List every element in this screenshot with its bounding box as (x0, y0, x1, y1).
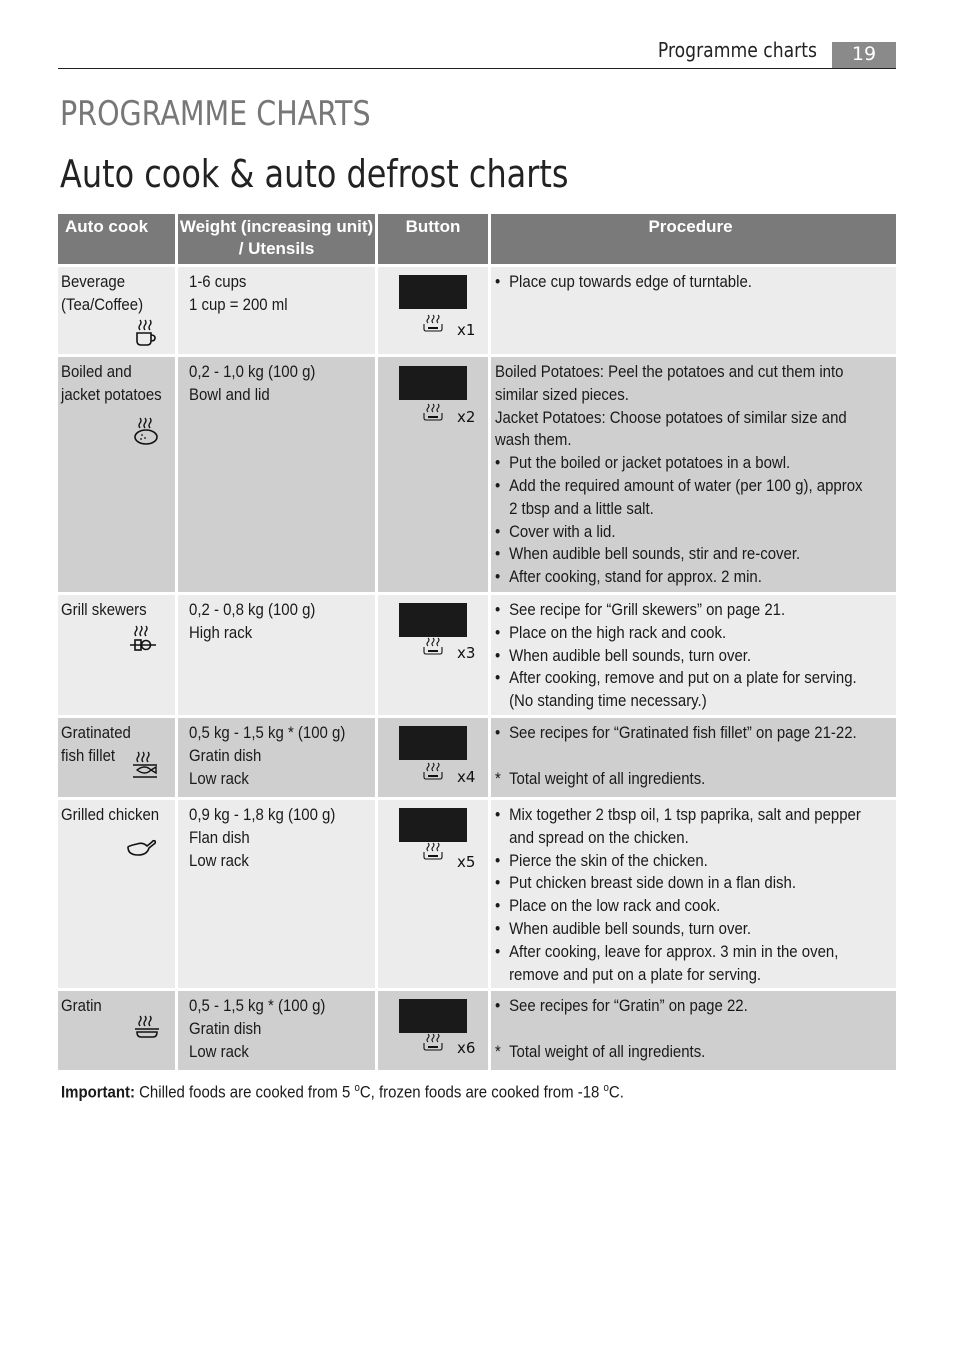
chicken-icon (126, 837, 156, 872)
procedure-note (495, 768, 843, 791)
bullet-marker: • (495, 475, 501, 495)
bullet-marker: • (495, 622, 501, 642)
asterisk-marker: * (495, 1041, 501, 1061)
procedure-cell (491, 595, 896, 715)
procedure-bullet (495, 475, 863, 498)
procedure-step-text: Put the boiled or jacket potatoes in a bowl. (509, 453, 791, 473)
weight-text: Low rack (189, 1041, 249, 1061)
bullet-marker: • (495, 805, 501, 824)
auto-icon (423, 1033, 443, 1051)
press-count: x4 (457, 768, 476, 786)
procedure-bullet (495, 622, 843, 645)
procedure-bullet (495, 804, 861, 827)
auto-icon (423, 637, 443, 655)
weight-cell (178, 991, 375, 1070)
table-row (58, 800, 896, 988)
weight-text: 0,5 kg - 1,5 kg * (100 g) (189, 723, 346, 742)
procedure-step-text: Add the required amount of water (per 100 g), approx (509, 475, 863, 495)
bullet-marker: • (495, 567, 501, 587)
auto-cook-button (399, 603, 467, 637)
table-row (58, 357, 896, 592)
auto-cook-cell (58, 991, 175, 1070)
page-title: Auto cook & auto defrost charts (60, 152, 569, 196)
procedure-bullet (495, 667, 857, 690)
weight-text: Bowl and lid (189, 384, 270, 404)
degree-symbol: o (603, 1082, 609, 1094)
weight-text: 1-6 cups (189, 272, 247, 291)
procedure-bullet (495, 895, 843, 918)
procedure-text: Jacket Potatoes: Choose potatoes of similar size and (495, 407, 847, 427)
header-rule (58, 68, 896, 69)
press-count: x2 (457, 408, 476, 426)
auto-cook-cell (58, 267, 175, 354)
procedure-step-text: See recipe for “Grill skewers” on page 21. (509, 600, 786, 619)
auto-icon (423, 314, 443, 332)
footnote-text: Chilled foods are cooked from 5 (134, 1082, 355, 1102)
programme-name: Grill skewers (61, 600, 147, 619)
procedure-text: similar sized pieces. (495, 384, 629, 404)
procedure-step-text: Place on the high rack and cook. (509, 622, 727, 642)
weight-text: 1 cup = 200 ml (189, 294, 288, 314)
programme-name: Grilled chicken (61, 805, 160, 824)
procedure-cell (491, 357, 896, 592)
procedure-step-text: Place on the low rack and cook. (509, 896, 721, 916)
weight-cell (178, 357, 375, 592)
procedure-bullet (495, 543, 843, 566)
degree-symbol: o (354, 1082, 360, 1094)
button-cell (378, 267, 488, 354)
programme-name: Gratin (61, 996, 102, 1015)
bullet-marker: • (495, 850, 501, 870)
weight-text: 0,5 - 1,5 kg * (100 g) (189, 996, 326, 1015)
footnote-text: C. (608, 1082, 624, 1102)
procedure-bullet (495, 918, 843, 941)
section-title: PROGRAMME CHARTS (60, 94, 371, 134)
weight-text: High rack (189, 622, 253, 642)
programme-name: fish fillet (61, 745, 116, 765)
procedure-step-text: remove and put on a plate for serving. (509, 964, 762, 984)
procedure-cell (491, 800, 896, 988)
procedure-step-text: See recipes for “Gratin” on page 22. (509, 996, 748, 1015)
procedure-step-text: (No standing time necessary.) (509, 691, 707, 711)
bullet-marker: • (495, 600, 501, 619)
procedure-step-text: When audible bell sounds, turn over. (509, 645, 752, 665)
procedure-step-text: When audible bell sounds, turn over. (509, 918, 752, 938)
procedure-bullet (495, 872, 843, 895)
procedure-step-text: When audible bell sounds, stir and re-cover. (509, 544, 801, 564)
procedure-step-text: Pierce the skin of the chicken. (509, 850, 708, 870)
weight-text: 0,2 - 1,0 kg (100 g) (189, 362, 316, 381)
programme-name: Gratinated (61, 723, 131, 742)
weight-cell (178, 800, 375, 988)
important-footnote (61, 1082, 624, 1103)
bullet-marker: • (495, 918, 501, 938)
column-header: Auto cook (58, 214, 175, 264)
column-header: Button (378, 214, 488, 264)
procedure-bullet (495, 599, 843, 622)
bullet-marker: • (495, 996, 501, 1015)
auto-cook-cell (58, 595, 175, 715)
bullet-marker: • (495, 544, 501, 564)
bullet-marker: • (495, 941, 501, 961)
weight-text: 0,9 kg - 1,8 kg (100 g) (189, 805, 336, 824)
press-count: x6 (457, 1039, 476, 1057)
procedure-bullet (495, 645, 843, 668)
programme-name: jacket potatoes (61, 384, 162, 404)
potato-icon (134, 417, 164, 452)
asterisk-marker: * (495, 768, 501, 788)
auto-icon (423, 762, 443, 780)
bullet-marker: • (495, 668, 501, 688)
press-count: x1 (457, 321, 476, 339)
procedure-step-text: Mix together 2 tbsp oil, 1 tsp paprika, salt and pepper (509, 805, 861, 824)
press-count: x3 (457, 644, 476, 662)
weight-text: Flan dish (189, 827, 250, 847)
bullet-marker: • (495, 521, 501, 541)
procedure-bullet (495, 452, 843, 475)
auto-cook-button (399, 275, 467, 309)
procedure-bullet (495, 271, 843, 294)
fish-dish-icon (132, 751, 162, 786)
footnote-text: C, frozen foods are cooked from -18 (359, 1082, 604, 1102)
procedure-step-text: Cover with a lid. (509, 521, 616, 541)
button-cell (378, 595, 488, 715)
weight-text: Gratin dish (189, 745, 262, 765)
procedure-step-text: Put chicken breast side down in a flan dish. (509, 873, 796, 893)
procedure-bullet (495, 521, 843, 544)
table-row (58, 718, 896, 797)
auto-cook-cell (58, 800, 175, 988)
procedure-step-text: See recipes for “Gratinated fish fillet” on page 21-22. (509, 723, 857, 742)
auto-cook-cell (58, 718, 175, 797)
auto-cook-button (399, 808, 467, 842)
weight-text: 0,2 - 0,8 kg (100 g) (189, 600, 316, 619)
programme-name: Beverage (61, 272, 126, 291)
weight-text: Gratin dish (189, 1018, 262, 1038)
procedure-step-text: Total weight of all ingredients. (509, 768, 706, 788)
press-count: x5 (457, 853, 476, 871)
procedure-step-text: 2 tbsp and a little salt. (509, 498, 654, 518)
procedure-cell (491, 718, 896, 797)
auto-cook-cell (58, 357, 175, 592)
weight-cell (178, 267, 375, 354)
button-cell (378, 800, 488, 988)
button-cell (378, 718, 488, 797)
important-label: Important: (61, 1082, 135, 1102)
procedure-step-text: and spread on the chicken. (509, 827, 689, 847)
auto-icon (423, 842, 443, 860)
auto-cook-button (399, 366, 467, 400)
page-number: 19 (832, 42, 896, 68)
skewer-icon (130, 625, 160, 660)
column-header: Weight (increasing unit) / Utensils (178, 214, 375, 264)
table-row (58, 595, 896, 715)
procedure-text: Boiled Potatoes: Peel the potatoes and cut them into (495, 362, 844, 381)
programme-name: (Tea/Coffee) (61, 294, 144, 314)
column-header: Procedure (491, 214, 896, 264)
gratin-icon (134, 1015, 164, 1050)
procedure-bullet (495, 941, 843, 964)
button-cell (378, 357, 488, 592)
procedure-step-text: Place cup towards edge of turntable. (509, 272, 752, 291)
procedure-note (495, 1041, 843, 1064)
table-row (58, 991, 896, 1070)
table-header (58, 214, 896, 264)
button-cell (378, 991, 488, 1070)
bullet-marker: • (495, 645, 501, 665)
bullet-marker: • (495, 873, 501, 893)
table-row (58, 267, 896, 354)
weight-cell (178, 718, 375, 797)
programme-name: Boiled and (61, 362, 132, 381)
procedure-cell (491, 991, 896, 1070)
procedure-step-text: After cooking, remove and put on a plate for serving. (509, 668, 857, 688)
cup-icon (134, 319, 164, 354)
bullet-marker: • (495, 723, 501, 742)
programme-table (58, 214, 896, 1073)
procedure-step-text: After cooking, leave for approx. 3 min in the oven, (509, 941, 839, 961)
procedure-bullet (495, 850, 843, 873)
auto-cook-button (399, 726, 467, 760)
bullet-marker: • (495, 896, 501, 916)
procedure-cell (491, 267, 896, 354)
bullet-marker: • (495, 272, 501, 291)
weight-text: Low rack (189, 850, 249, 870)
procedure-bullet (495, 722, 857, 745)
auto-cook-button (399, 999, 467, 1033)
auto-icon (423, 403, 443, 421)
procedure-step-text: After cooking, stand for approx. 2 min. (509, 567, 762, 587)
bullet-marker: • (495, 453, 501, 473)
procedure-bullet (495, 995, 843, 1018)
header-title: Programme charts (657, 38, 817, 62)
procedure-text: wash them. (495, 430, 572, 450)
procedure-bullet (495, 566, 843, 589)
weight-cell (178, 595, 375, 715)
weight-text: Low rack (189, 768, 249, 788)
procedure-step-text: Total weight of all ingredients. (509, 1041, 706, 1061)
